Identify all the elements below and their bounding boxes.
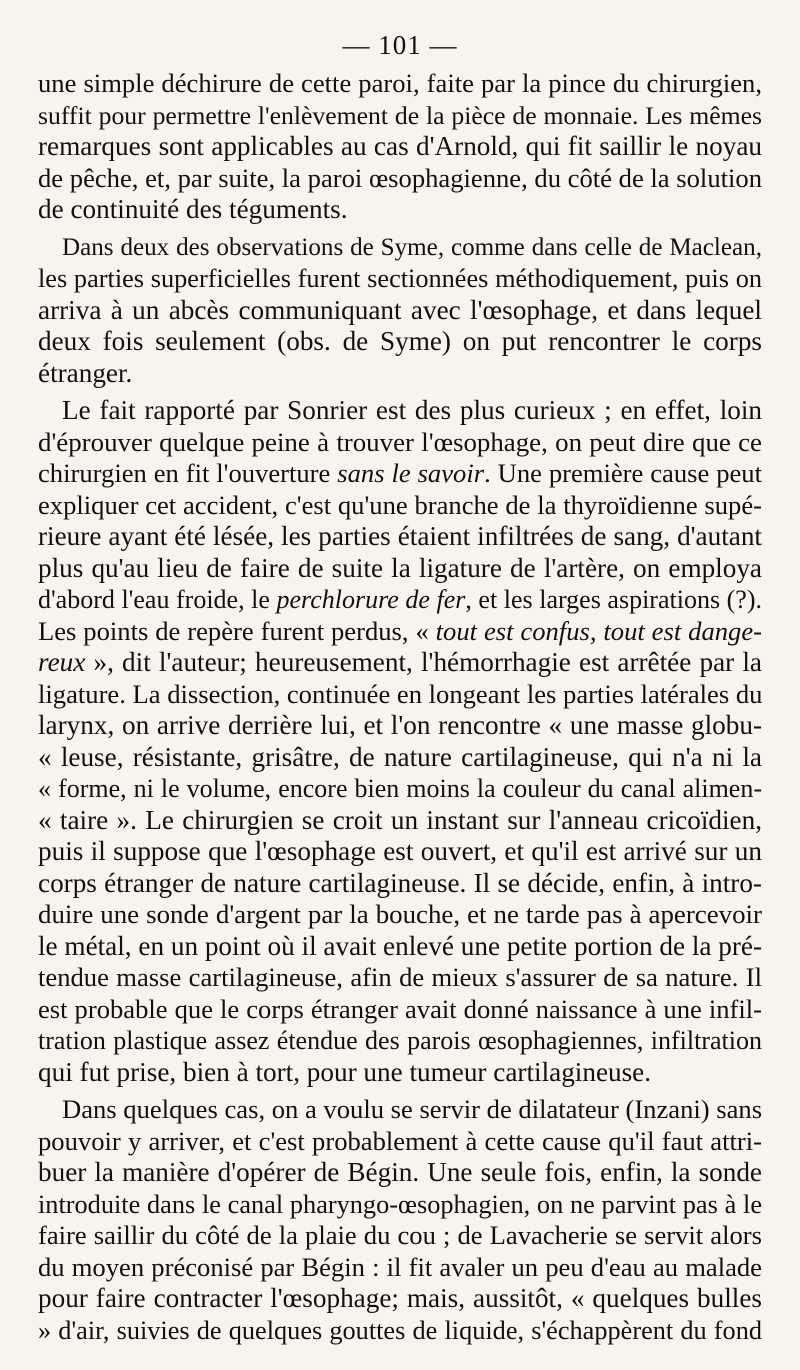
text-line: de pêche, et, par suite, la paroi œsophagienne, du côté de la solution	[38, 162, 762, 193]
text-line: étranger.	[38, 357, 133, 388]
text-line: du moyen préconisé par Bégin : il fit avaler un peu d'eau au malade	[38, 1251, 762, 1282]
text-line: tration plastique assez étendue des parois œsophagiennes, infiltration	[38, 1026, 762, 1055]
text-line: Dans deux des observations de Syme, comme dans celle de Maclean,	[62, 233, 762, 261]
text-line: une simple déchirure de cette paroi, faite par la pince du chirurgien,	[38, 68, 762, 98]
text-line: Le fait rapporté par Sonrier est des plus curieux ; en effet, loin	[62, 395, 762, 425]
text-line: d'éprouver quelque peine à trouver l'œsophage, on peut dire que ce	[38, 426, 762, 457]
paragraph-3	[38, 395, 762, 1088]
text-line: expliquer cet accident, c'est qu'une branche de la thyroïdienne supé-	[38, 489, 762, 520]
text-line: pouvoir y arriver, et c'est probablement à cette cause qu'il faut attri-	[38, 1125, 762, 1156]
paragraph-2	[38, 232, 762, 390]
text-line: deux fois seulement (obs. de Syme) on put rencontrer le corps	[38, 326, 762, 356]
text-line: corps étranger de nature cartilagineuse. Il se décide, enfin, à intro-	[38, 867, 762, 898]
text-line: « leuse, résistante, grisâtre, de nature cartilagineuse, qui n'a ni la	[38, 741, 762, 772]
text-line: les parties superficielles furent sectionnées méthodiquement, puis on	[38, 264, 762, 293]
text-line: le métal, en un point où il avait enlevé une petite portion de la pré-	[38, 930, 762, 961]
paragraph-4	[38, 1094, 762, 1346]
text-line: est probable que le corps étranger avait donné naissance à une infil-	[38, 993, 762, 1024]
text-line: buer la manière d'opérer de Bégin. Une seule fois, enfin, la sonde	[38, 1157, 762, 1187]
text-line: « taire ». Le chirurgien se croit un instant sur l'anneau cricoïdien,	[38, 804, 762, 835]
text-line: suffit pour permettre l'enlèvement de la pièce de monnaie. Les mêmes	[38, 100, 762, 130]
text-line: puis il suppose que l'œsophage est ouvert, et qu'il est arrivé sur un	[38, 836, 762, 866]
text-line: chirurgien en fit l'ouverture sans le savoir. Une première cause peut	[38, 458, 762, 488]
text-line: pour faire contracter l'œsophage; mais, aussitôt, « quelques bulles	[38, 1283, 762, 1313]
text-line: tendue masse cartilagineuse, afin de mieux s'assurer de sa nature. Il	[38, 962, 762, 992]
text-line: remarques sont applicables au cas d'Arnold, qui fit saillir le noyau	[38, 131, 762, 161]
text-line: duire une sonde d'argent par la bouche, et ne tarde pas à apercevoir	[38, 899, 762, 929]
text-line: qui fut prise, bien à tort, pour une tumeur cartilagineuse.	[38, 1056, 652, 1087]
text-line: plus qu'au lieu de faire de suite la ligature de l'artère, on employa	[38, 552, 762, 583]
text-line: d'abord l'eau froide, le perchlorure de fer, et les larges aspirations (?).	[38, 585, 762, 614]
text-line: de continuité des téguments.	[38, 194, 348, 224]
text-line: Dans quelques cas, on a voulu se servir de dilatateur (Inzani) sans	[62, 1094, 763, 1124]
text-line: faire saillir du côté de la plaie du cou ; de Lavacherie se servit alors	[38, 1220, 762, 1250]
text-line: Les points de repère furent perdus, « tout est confus, tout est dange-	[38, 615, 762, 646]
page-number: — 101 —	[342, 30, 458, 60]
text-line: « forme, ni le volume, encore bien moins la couleur du canal alimen-	[38, 774, 762, 803]
text-line: rieure ayant été lésée, les parties étaient infiltrées de sang, d'autant	[38, 521, 762, 551]
text-line: » d'air, suivies de quelques gouttes de liquide, s'échappèrent du fond	[38, 1315, 762, 1345]
text-line: ligature. La dissection, continuée en longeant les parties latérales du	[38, 678, 763, 709]
text-line: reux », dit l'auteur; heureusement, l'hémorrhagie est arrêtée par la	[38, 647, 762, 677]
paragraph-1	[38, 68, 762, 226]
text-line: introduite dans le canal pharyngo-œsophagien, on ne parvint pas à le	[38, 1189, 762, 1219]
text-line: larynx, on arrive derrière lui, et l'on rencontre « une masse globu-	[38, 710, 762, 740]
text-line: arriva à un abcès communiquant avec l'œsophage, et dans lequel	[38, 294, 762, 325]
